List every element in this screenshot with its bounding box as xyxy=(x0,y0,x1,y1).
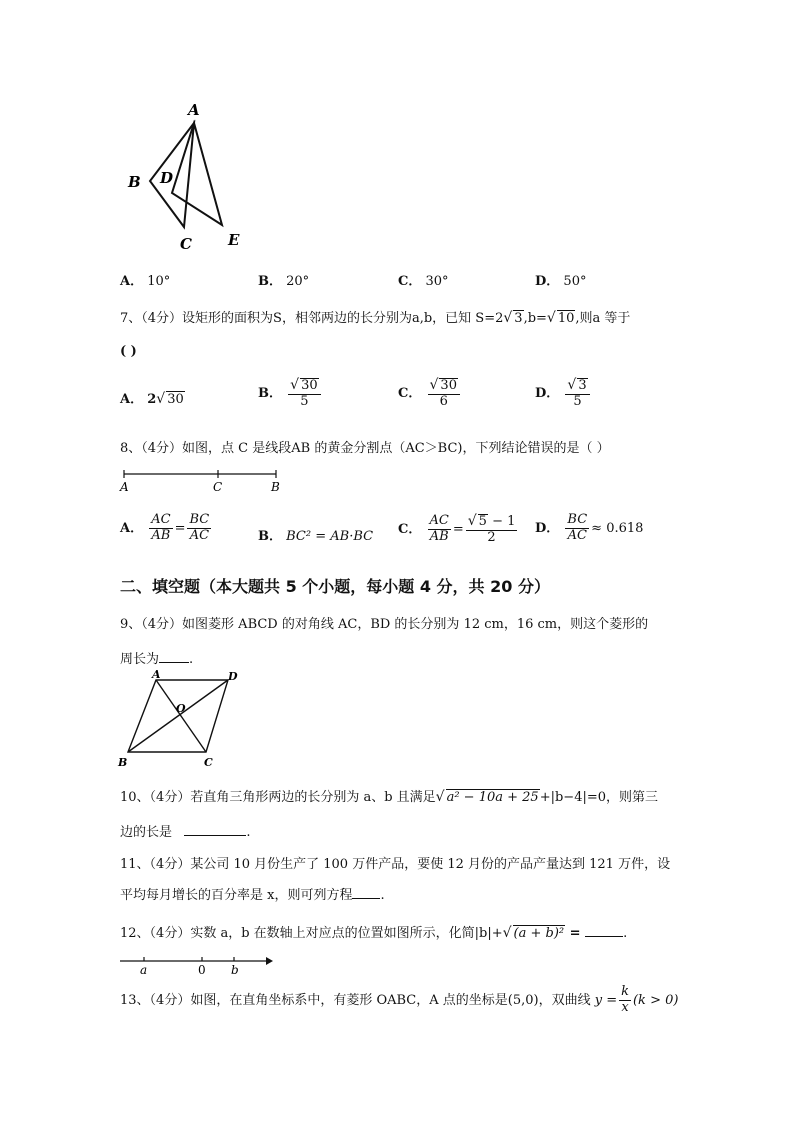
q13-stem: 13、（4分）如图，在直角坐标系中，有菱形 OABC，A 点的坐标是(5,0)，双曲线 y = $\frac{k}{x}$ (k > 0) xyxy=(120,984,679,1015)
q6-option-b[interactable]: B． 20° xyxy=(258,274,310,289)
q9-answer-blank[interactable] xyxy=(159,662,189,663)
q12-answer-blank[interactable] xyxy=(585,936,623,937)
q8-segment-figure xyxy=(118,464,288,494)
rhombus-label-d: D xyxy=(228,670,238,683)
q11-stem-line2: 平均每月增长的百分率是 x，则可列方程 . xyxy=(120,888,385,903)
diagonal-bd xyxy=(128,680,228,752)
triangle-ade xyxy=(172,123,222,225)
q10-stem-line2: 边的长是 . xyxy=(120,825,251,840)
q8-option-a[interactable]: A． $\frac{AC}{AB}$ = $\frac{BC}{AC}$ xyxy=(120,512,210,543)
point-label-c: C xyxy=(213,480,223,494)
q10-stem-line1: 10、（4分）若直角三角形两边的长分别为 a、b 且满足√ a² − 10a + 25+|b−4|=0，则第三 xyxy=(120,789,659,805)
q6-option-c[interactable]: C． 30° xyxy=(398,274,449,289)
q7-stem: 7、（4分）设矩形的面积为S，相邻两边的长分别为a,b，已知 S=2√ 3,b=√ 10,则a 等于 xyxy=(120,310,631,326)
q10-answer-blank[interactable] xyxy=(184,835,246,836)
q8-option-d[interactable]: D． $\frac{BC}{AC}$ ≈ 0.618 xyxy=(535,512,644,543)
q8-stem: 8、（4分）如图，点 C 是线段AB 的黄金分割点（AC＞BC)，下列结论错误的是（ ） xyxy=(120,441,610,456)
q12-number-line xyxy=(118,952,278,978)
q8-option-c[interactable]: C． $\frac{AC}{AB}$ = $\frac{√ 5 - 1}{2}$ xyxy=(398,513,516,545)
point-label-a: A xyxy=(120,480,129,494)
q9-stem-line1: 9、（4分）如图菱形 ABCD 的对角线 AC，BD 的长分别为 12 cm，16 cm，则这个菱形的 xyxy=(120,617,649,632)
label-A: A xyxy=(188,101,200,119)
q7-option-c[interactable]: C． $\frac{√ 30}{6}$ xyxy=(398,377,462,410)
q11-stem-line1: 11、（4分）某公司 10 月份生产了 100 万件产品，要使 12 月份的产品产量达到 121 万件，设 xyxy=(120,857,671,872)
rhombus-label-b: B xyxy=(118,756,128,769)
section-2-heading: 二、填空题（本大题共 5 个小题，每小题 4 分，共 20 分） xyxy=(120,577,550,596)
q8-option-b[interactable]: B． BC² = AB·BC xyxy=(258,529,374,544)
label-C: C xyxy=(180,235,192,253)
q7-option-b[interactable]: B． $\frac{√ 30}{5}$ xyxy=(258,377,323,410)
q12-stem: 12、（4分）实数 a，b 在数轴上对应点的位置如图所示，化简|b|+√ (a + b)² = . xyxy=(120,925,628,941)
q9-rhombus-figure xyxy=(116,670,246,770)
number-line-arrow xyxy=(266,957,273,965)
q11-answer-blank[interactable] xyxy=(352,898,380,899)
label-D: D xyxy=(160,169,174,187)
axis-label-zero: 0 xyxy=(198,963,206,977)
point-label-b: B xyxy=(271,480,280,494)
rhombus-label-o: O xyxy=(176,702,186,715)
label-E: E xyxy=(228,231,240,249)
rhombus-label-c: C xyxy=(204,756,213,769)
axis-label-a: a xyxy=(140,963,148,977)
q7-paren: ( ) xyxy=(120,344,137,359)
q6-triangle-figure xyxy=(120,95,260,255)
q7-option-d[interactable]: D． $\frac{√ 3}{5}$ xyxy=(535,377,592,410)
rhombus-label-a: A xyxy=(152,670,161,681)
diagonal-ac xyxy=(156,680,206,752)
q9-stem-line2: 周长为 . xyxy=(120,652,194,667)
axis-label-b: b xyxy=(231,963,239,977)
q6-option-a[interactable]: A． 10° xyxy=(120,274,171,289)
q6-option-d[interactable]: D． 50° xyxy=(535,274,587,289)
q7-option-a[interactable]: A． 2√ 30 xyxy=(120,391,184,407)
label-B: B xyxy=(128,173,141,191)
